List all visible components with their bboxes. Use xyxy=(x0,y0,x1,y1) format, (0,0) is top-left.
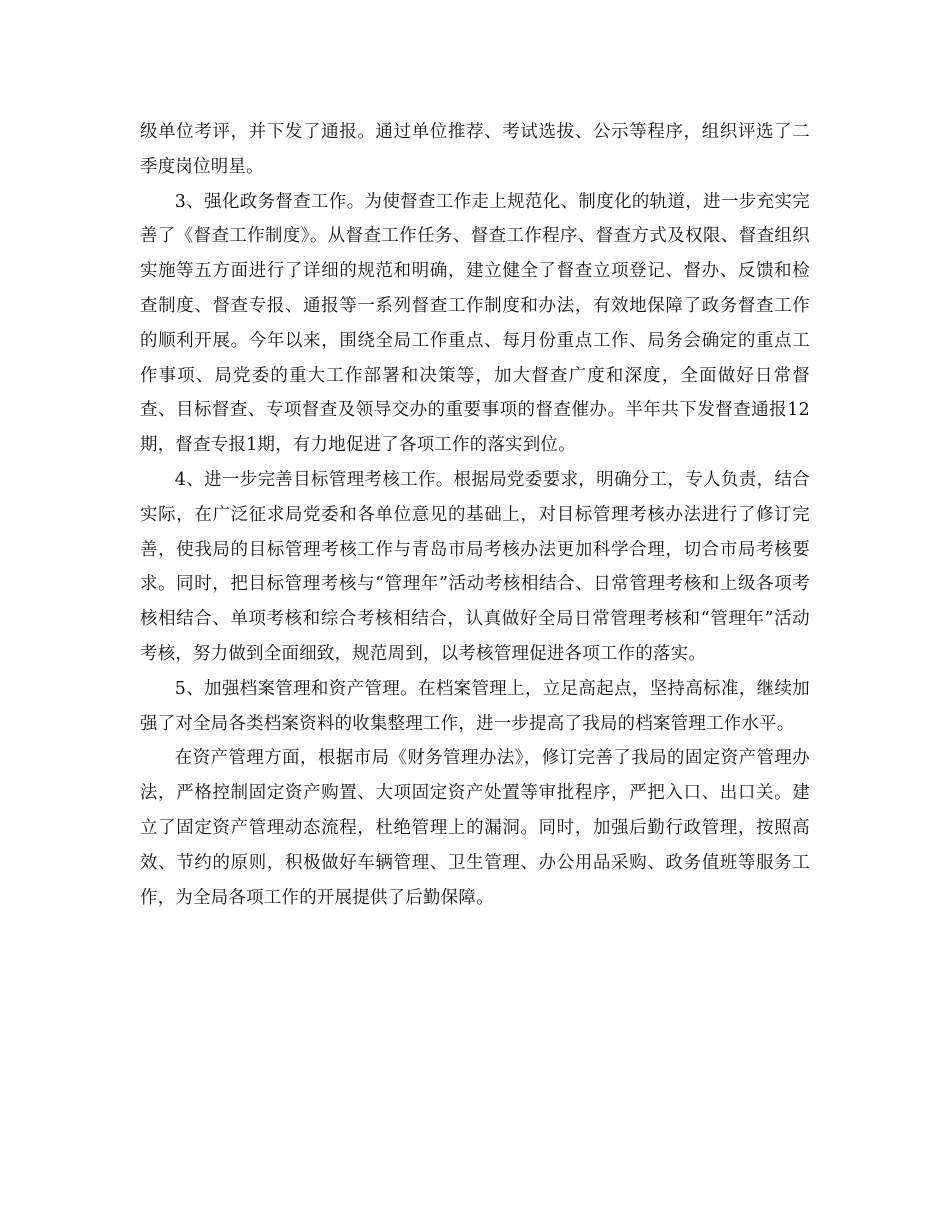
paragraph-archives: 5、加强档案管理和资产管理。在档案管理上，立足高起点，坚持高标准，继续加强了对全局各类档案资料的收集整理工作，进一步提高了我局的档案管理工作水平。 xyxy=(140,678,810,734)
paragraph-continuation: 级单位考评，并下发了通报。通过单位推荐、考试选拔、公示等程序，组织评选了二季度岗位明星。 xyxy=(140,122,810,177)
paragraph-assets: 在资产管理方面，根据市局《财务管理办法》，修订完善了我局的固定资产管理办法，严格控制固定资产购置、大项固定资产处置等审批程序，严把入口、出口关。建立了固定资产管理动态流程，杜绝管理上的漏洞。同时，加强后勤行政管理，按照高效、节约的原则，积极做好车辆管理、卫生管理、办公用品采购、政务值班等服务工作，为全局各项工作的开展提供了后勤保障。 xyxy=(140,748,810,908)
paragraph-target-management: 4、进一步完善目标管理考核工作。根据局党委要求，明确分工，专人负责，结合实际，在广泛征求局党委和各单位意见的基础上，对目标管理考核办法进行了修订完善，使我局的目标管理考核工作与青岛市局考核办法更加科学合理，切合市局考核要求。同时，把目标管理考核与“管理年”活动考核相结合、日常管理考核和上级各项考核相结合、单项考核和综合考核相结合，认真做好全局日常管理考核和“管理年”活动考核，努力做到全面细致，规范周到，以考核管理促进各项工作的落实。 xyxy=(140,469,810,664)
paragraph-supervision: 3、强化政务督查工作。为使督查工作走上规范化、制度化的轨道，进一步充实完善了《督查工作制度》。从督查工作任务、督查工作程序、督查方式及权限、督查组织实施等五方面进行了详细的规范和明确，建立健全了督查立项登记、督办、反馈和检查制度、督查专报、通报等一系列督查工作制度和办法，有效地保障了政务督查工作的顺利开展。今年以来，围绕全局工作重点、每月份重点工作、局务会确定的重点工作事项、局党委的重大工作部署和决策等，加大督查广度和深度，全面做好日常督查、目标督查、专项督查及领导交办的重要事项的督查催办。半年共下发督查通报12期，督查专报1期，有力地促进了各项工作的落实到位。 xyxy=(140,191,810,456)
document-body xyxy=(140,115,810,915)
